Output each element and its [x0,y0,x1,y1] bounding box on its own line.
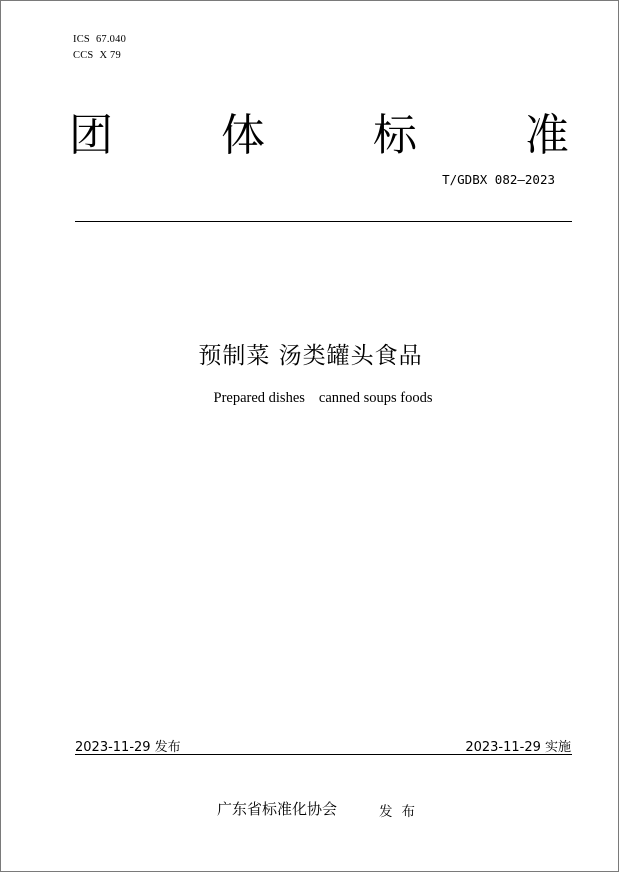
top-divider [75,221,572,222]
ccs-line [73,48,132,64]
ccs-label: CCS [73,50,94,61]
standard-type-heading [69,109,569,163]
document-title-english [1,390,619,407]
classification-codes [73,32,132,64]
implement-date: 2023-11-29 实施 [465,740,571,755]
bottom-divider [75,754,572,755]
standard-number: T/GDBX 082—2023 [442,172,555,187]
ics-code: 67.040 [95,34,127,45]
publish-label: 发布 [379,804,424,820]
ics-line [73,32,132,48]
ccs-code: X 79 [99,50,121,61]
document-title-chinese: 预制菜 汤类罐头食品 [198,343,423,369]
standard-type-char: 准 [525,110,569,161]
publish-date: 2023-11-29 发布 [75,740,181,755]
publisher-name: 广东省标准化协会 [217,800,338,818]
standard-type-char: 体 [221,110,265,161]
ics-label: ICS [73,34,90,45]
standard-type-char: 标 [373,110,417,161]
standard-type-char: 团 [69,110,113,161]
english-title-part: Prepared dishes [213,390,305,406]
english-title-part: canned soups foods [318,390,433,406]
